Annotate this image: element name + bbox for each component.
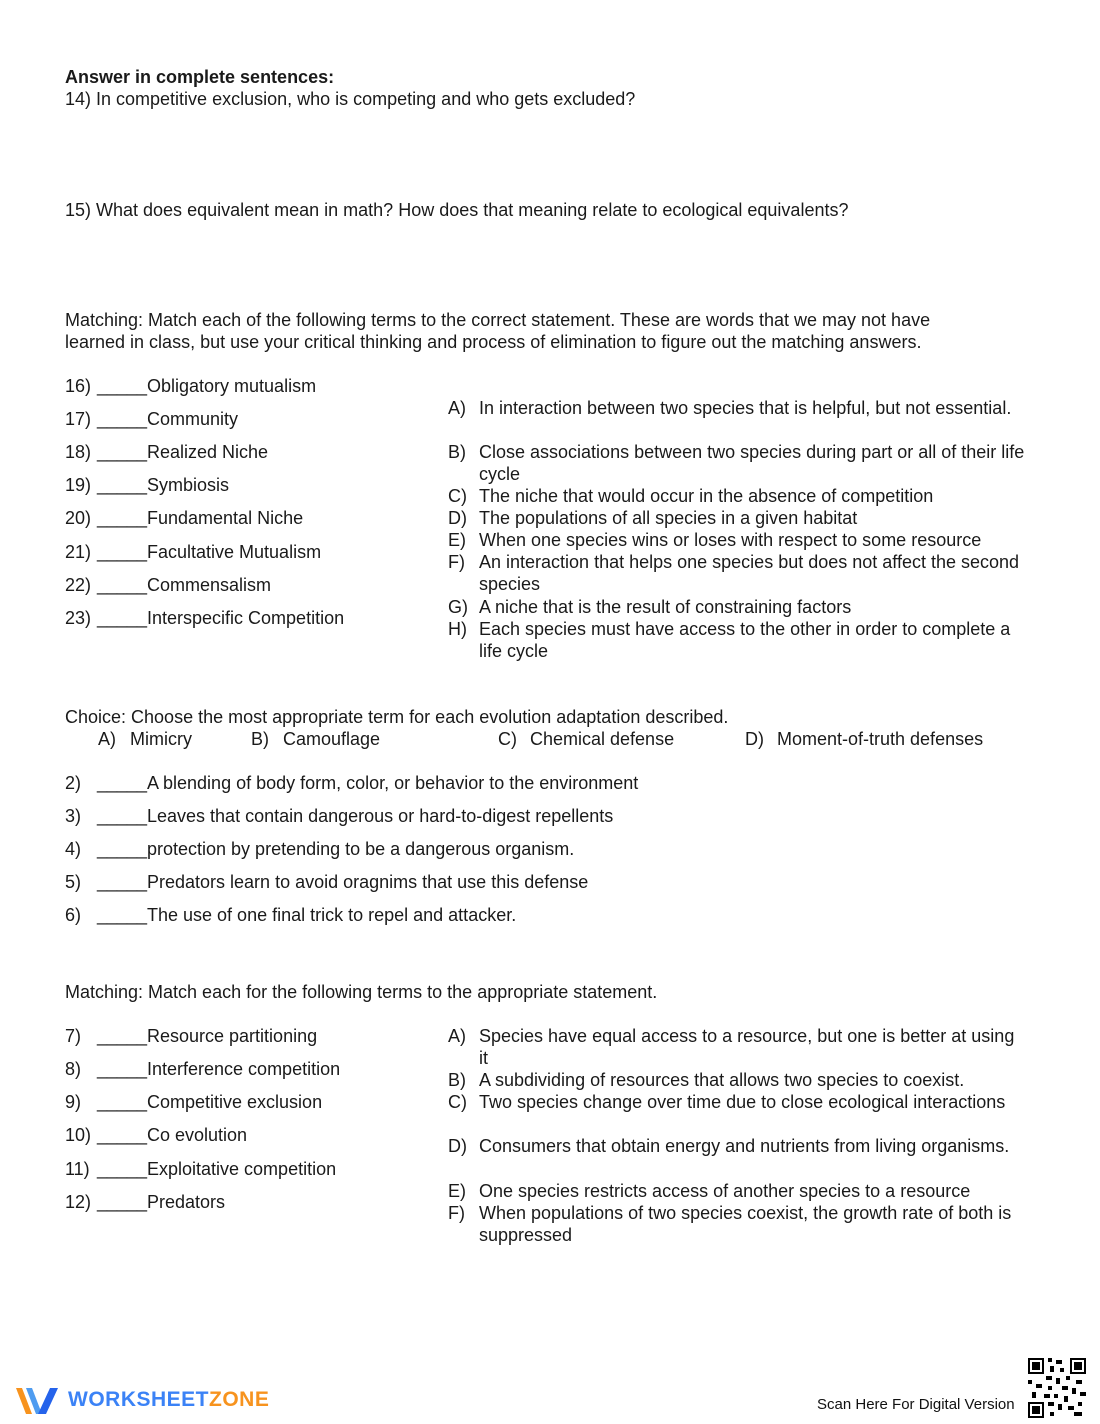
item-number: 17) [65,409,92,429]
definition-letter: F) [448,552,465,572]
logo-word-zone: ZONE [209,1388,270,1411]
term-text: Co evolution [147,1125,248,1145]
term-text: Commensalism [147,575,272,595]
answer-blank: _____ [97,475,148,495]
answer-blank: _____ [97,1125,148,1145]
item-number: 12) [65,1192,92,1212]
definition-text: A niche that is the result of constraining factors [479,597,852,617]
definition-item [448,1202,1028,1246]
item-number: 10) [65,1125,92,1145]
term-text: Exploitative competition [147,1159,337,1179]
matching1-instructions-cont: learned in class, but use your critical thinking and process of elimination to figure out the matching answers. [65,332,922,352]
logo-word-worksheet: WORKSHEET [68,1388,209,1411]
item-number: 19) [65,475,92,495]
definition-letter: E) [448,1181,466,1201]
term-text: Fundamental Niche [147,508,304,528]
term-text: Predators [147,1192,226,1212]
choice-option [745,728,984,750]
item-number: 18) [65,442,92,462]
definition-text: Each species must have access to the other in order to complete a life cycle [479,619,1011,661]
matching2-instructions: Matching: Match each for the following terms to the appropriate statement. [65,982,658,1002]
definition-text: A subdividing of resources that allows two species to coexist. [479,1070,965,1090]
answer-blank: _____ [97,872,148,892]
definition-item [448,1069,1028,1091]
term-text: Community [147,409,239,429]
definition-letter: G) [448,597,468,617]
worksheetzone-logo [14,1384,274,1418]
term-text: Interference competition [147,1059,341,1079]
answer-blank: _____ [97,1092,148,1112]
definition-letter: B) [448,1070,466,1090]
item-number: 7) [65,1026,82,1046]
definition-text: In interaction between two species that is helpful, but not essential. [479,398,1012,418]
question-15: 15) What does equivalent mean in math? How does that meaning relate to ecological equivalents? [65,200,849,220]
definition-text: One species restricts access of another species to a resource [479,1181,971,1201]
definition-item [448,441,1028,485]
definition-item [448,507,1028,529]
option-text: Camouflage [283,729,381,749]
answer-blank: _____ [97,806,148,826]
item-text: Predators learn to avoid oragnims that use this defense [147,872,589,892]
answer-blank: _____ [97,542,148,562]
logo-text [68,1388,269,1412]
definition-letter: E) [448,530,466,550]
definition-letter: B) [448,442,466,462]
answer-blank: _____ [97,773,148,793]
definition-letter: F) [448,1203,465,1223]
answer-blank: _____ [97,905,148,925]
definition-letter: D) [448,1136,467,1156]
item-number: 23) [65,608,92,628]
item-number: 21) [65,542,92,562]
answer-blank: _____ [97,1192,148,1212]
definition-letter: A) [448,398,466,418]
item-number: 5) [65,872,82,892]
definition-text: The niche that would occur in the absence of competition [479,486,934,506]
option-text: Moment-of-truth defenses [777,729,984,749]
choice-option [251,728,381,750]
definition-text: An interaction that helps one species but does not affect the second species [479,552,1020,594]
definition-item [448,618,1028,662]
definition-text: The populations of all species in a given habitat [479,508,858,528]
definition-item [448,596,1028,618]
answer-blank: _____ [97,1059,148,1079]
qr-code-icon[interactable] [1028,1358,1086,1418]
option-text: Mimicry [130,729,192,749]
answer-blank: _____ [97,376,148,396]
definition-item [448,551,1028,595]
definition-text: Consumers that obtain energy and nutrients from living organisms. [479,1136,1010,1156]
answer-blank: _____ [97,839,148,859]
option-letter: D) [745,729,764,749]
item-text: protection by pretending to be a dangerous organism. [147,839,575,859]
answer-blank: _____ [97,608,148,628]
item-text: A blending of body form, color, or behavior to the environment [147,773,639,793]
definition-text: Close associations between two species during part or all of their life cycle [479,442,1025,484]
definition-letter: D) [448,508,467,528]
item-number: 3) [65,806,82,826]
item-text: The use of one final trick to repel and attacker. [147,905,517,925]
choice-option [98,728,192,750]
option-text: Chemical defense [530,729,675,749]
term-text: Resource partitioning [147,1026,318,1046]
answer-blank: _____ [97,575,148,595]
item-number: 11) [65,1159,90,1179]
term-text: Interspecific Competition [147,608,345,628]
choice-instructions: Choice: Choose the most appropriate term for each evolution adaptation described. [65,707,729,727]
option-letter: B) [251,729,269,749]
item-number: 9) [65,1092,82,1112]
answer-blank: _____ [97,508,148,528]
question-14: 14) In competitive exclusion, who is competing and who gets excluded? [65,89,636,109]
definition-item [448,1091,1028,1135]
answer-blank: _____ [97,1159,148,1179]
matching1-instructions: Matching: Match each of the following terms to the correct statement. These are words that we may not have [65,310,931,330]
item-number: 2) [65,773,82,793]
term-text: Obligatory mutualism [147,376,317,396]
definition-item [448,1025,1028,1069]
item-number: 8) [65,1059,82,1079]
scan-label: Scan Here For Digital Version [817,1396,1015,1413]
definition-item [448,397,1028,441]
definition-item [448,1135,1028,1179]
item-number: 22) [65,575,92,595]
logo-mark-icon [14,1384,62,1418]
definition-letter: H) [448,619,467,639]
choice-option [498,728,675,750]
item-text: Leaves that contain dangerous or hard-to-digest repellents [147,806,614,826]
definition-text: When one species wins or loses with respect to some resource [479,530,982,550]
term-text: Realized Niche [147,442,269,462]
item-number: 4) [65,839,82,859]
section-heading: Answer in complete sentences: [65,67,335,87]
item-number: 6) [65,905,82,925]
definition-text: Two species change over time due to close ecological interactions [479,1092,1006,1112]
answer-blank: _____ [97,1026,148,1046]
definition-item [448,485,1028,507]
item-number: 16) [65,376,92,396]
option-letter: C) [498,729,517,749]
definition-item [448,1180,1028,1202]
answer-blank: _____ [97,409,148,429]
definition-letter: C) [448,1092,467,1112]
definition-text: When populations of two species coexist, the growth rate of both is suppressed [479,1203,1012,1245]
term-text: Symbiosis [147,475,230,495]
definition-letter: A) [448,1026,466,1046]
definition-text: Species have equal access to a resource, but one is better at using it [479,1026,1015,1068]
answer-blank: _____ [97,442,148,462]
term-text: Facultative Mutualism [147,542,322,562]
definition-item [448,529,1028,551]
item-number: 20) [65,508,92,528]
term-text: Competitive exclusion [147,1092,323,1112]
option-letter: A) [98,729,116,749]
definition-letter: C) [448,486,467,506]
